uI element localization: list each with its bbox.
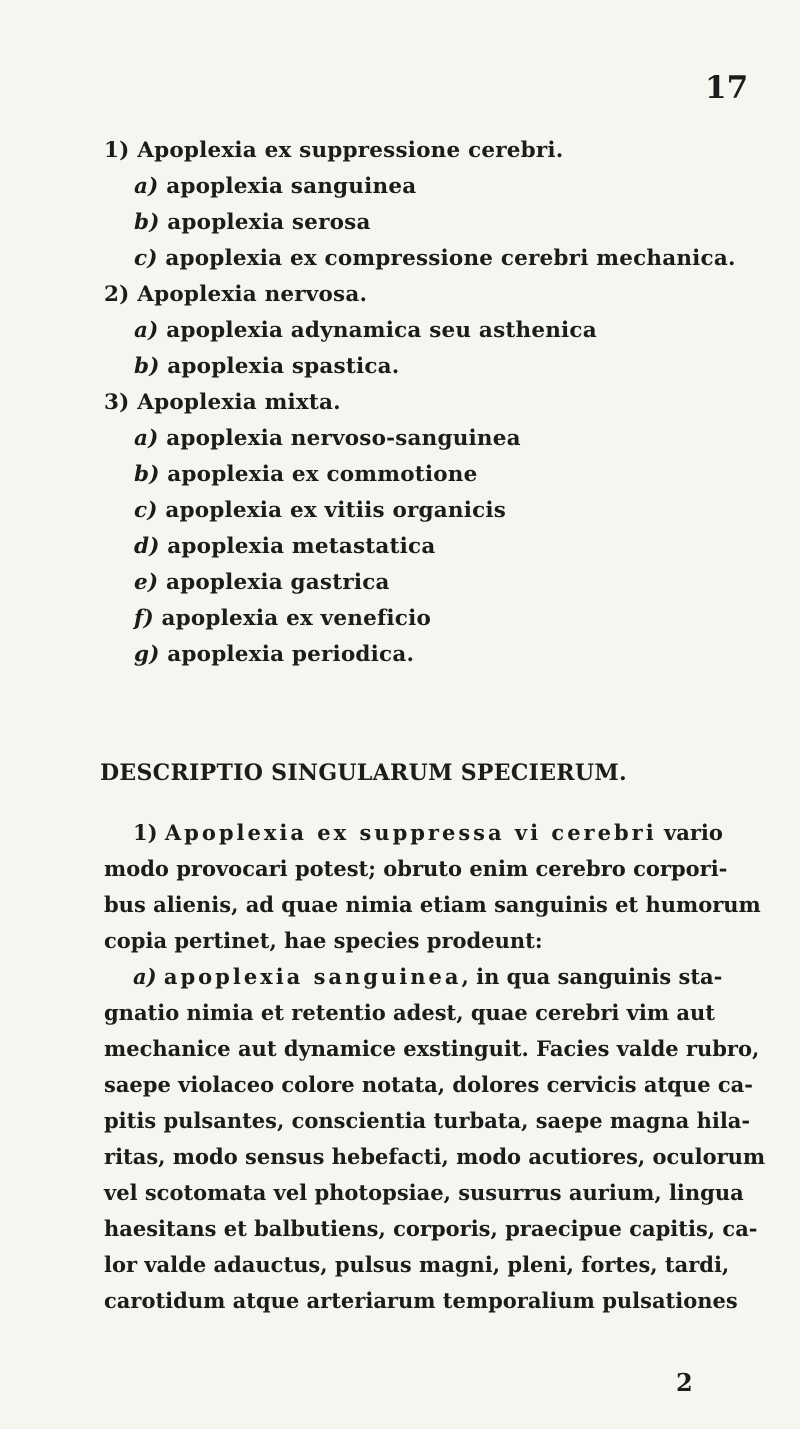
line-spaced: apoplexia sanguinea: [163, 964, 462, 989]
outline-text: Apoplexia ex suppressione cerebri.: [137, 138, 564, 163]
outline-item: [104, 138, 563, 163]
line-rest: bus alienis, ad quae nimia etiam sanguinis et humorum: [104, 892, 761, 917]
line-rest: vel scotomata vel photopsiae, susurrus aurium, lingua: [104, 1180, 744, 1205]
line-rest: saepe violaceo colore notata, dolores cervicis atque ca-: [104, 1072, 753, 1097]
outline-marker: 2): [104, 282, 130, 307]
text-line: [104, 1252, 729, 1277]
line-rest: vario: [656, 820, 723, 845]
outline-item: [134, 354, 399, 379]
outline-marker: a): [134, 174, 159, 199]
outline-marker: c): [134, 246, 158, 271]
line-rest: gnatio nimia et retentio adest, quae cerebri vim aut: [104, 1000, 715, 1025]
text-line: [104, 1288, 738, 1313]
text-line: [104, 1108, 750, 1133]
outline-text: apoplexia metastatica: [167, 534, 436, 559]
line-rest: pitis pulsantes, conscientia turbata, saepe magna hila-: [104, 1108, 751, 1133]
text-line: [104, 892, 761, 917]
outline-marker: d): [134, 534, 160, 559]
outline-marker: 1): [104, 138, 130, 163]
text-line: [104, 1180, 744, 1205]
outline-marker: c): [134, 498, 158, 523]
outline-item: [104, 390, 341, 415]
outline-item: [134, 318, 597, 343]
outline-text: Apoplexia nervosa.: [137, 282, 368, 307]
line-rest: ritas, modo sensus hebefacti, modo acutiores, oculorum: [104, 1144, 766, 1169]
outline-item: [134, 498, 506, 523]
text-line: [104, 856, 727, 881]
outline-marker: b): [134, 210, 160, 235]
text-line: [104, 1144, 765, 1169]
line-rest: modo provocari potest; obruto enim cerebro corpori-: [104, 856, 728, 881]
line-rest: copia pertinet, hae species prodeunt:: [104, 928, 543, 953]
outline-item: [134, 210, 371, 235]
outline-marker: f): [134, 606, 154, 631]
outline-item: [134, 174, 416, 199]
line-rest: mechanice aut dynamice exstinguit. Facies valde rubro,: [104, 1036, 760, 1061]
line-rest: carotidum atque arteriarum temporalium pulsationes: [104, 1288, 738, 1313]
outline-item: [134, 606, 431, 631]
outline-item: [134, 462, 478, 487]
outline-text: apoplexia ex veneficio: [161, 606, 431, 631]
outline-item: [134, 426, 521, 451]
text-line: [104, 928, 543, 953]
text-line: [104, 1036, 759, 1061]
signature-mark: 2: [676, 1368, 693, 1397]
line-rest: haesitans et balbutiens, corporis, praecipue capitis, ca-: [104, 1216, 758, 1241]
outline-marker: e): [134, 570, 159, 595]
text-line: [104, 1216, 758, 1241]
section-heading: DESCRIPTIO SINGULARUM SPECIERUM.: [100, 760, 627, 786]
outline-item: [134, 246, 736, 271]
line-spaced: Apoplexia ex suppressa vi cerebri: [164, 820, 657, 845]
outline-marker: b): [134, 354, 160, 379]
outline-text: apoplexia sanguinea: [166, 174, 417, 199]
outline-text: apoplexia periodica.: [167, 642, 415, 667]
outline-text: apoplexia ex commotione: [167, 462, 478, 487]
outline-text: Apoplexia mixta.: [137, 390, 341, 415]
outline-item: [104, 282, 367, 307]
outline-item: [134, 570, 390, 595]
line-lead: 1): [133, 820, 165, 845]
outline-item: [134, 642, 414, 667]
outline-text: apoplexia ex compressione cerebri mechanica.: [165, 246, 736, 271]
outline-text: apoplexia serosa: [167, 210, 371, 235]
outline-text: apoplexia nervoso-sanguinea: [166, 426, 521, 451]
outline-item: [134, 534, 435, 559]
line-lead: a): [133, 964, 164, 989]
outline-marker: a): [134, 426, 159, 451]
page-number: 17: [705, 70, 749, 106]
outline-marker: 3): [104, 390, 130, 415]
text-line: [104, 1072, 753, 1097]
outline-text: apoplexia adynamica seu asthenica: [166, 318, 597, 343]
outline-marker: b): [134, 462, 160, 487]
text-line: [133, 964, 722, 989]
outline-text: apoplexia ex vitiis organicis: [165, 498, 507, 523]
outline-marker: a): [134, 318, 159, 343]
text-line: [133, 820, 723, 845]
outline-text: apoplexia gastrica: [165, 570, 390, 595]
outline-marker: g): [134, 642, 160, 667]
text-line: [104, 1000, 715, 1025]
outline-text: apoplexia spastica.: [167, 354, 400, 379]
line-rest: lor valde adauctus, pulsus magni, pleni, fortes, tardi,: [104, 1252, 730, 1277]
line-rest: , in qua sanguinis sta-: [461, 964, 723, 989]
